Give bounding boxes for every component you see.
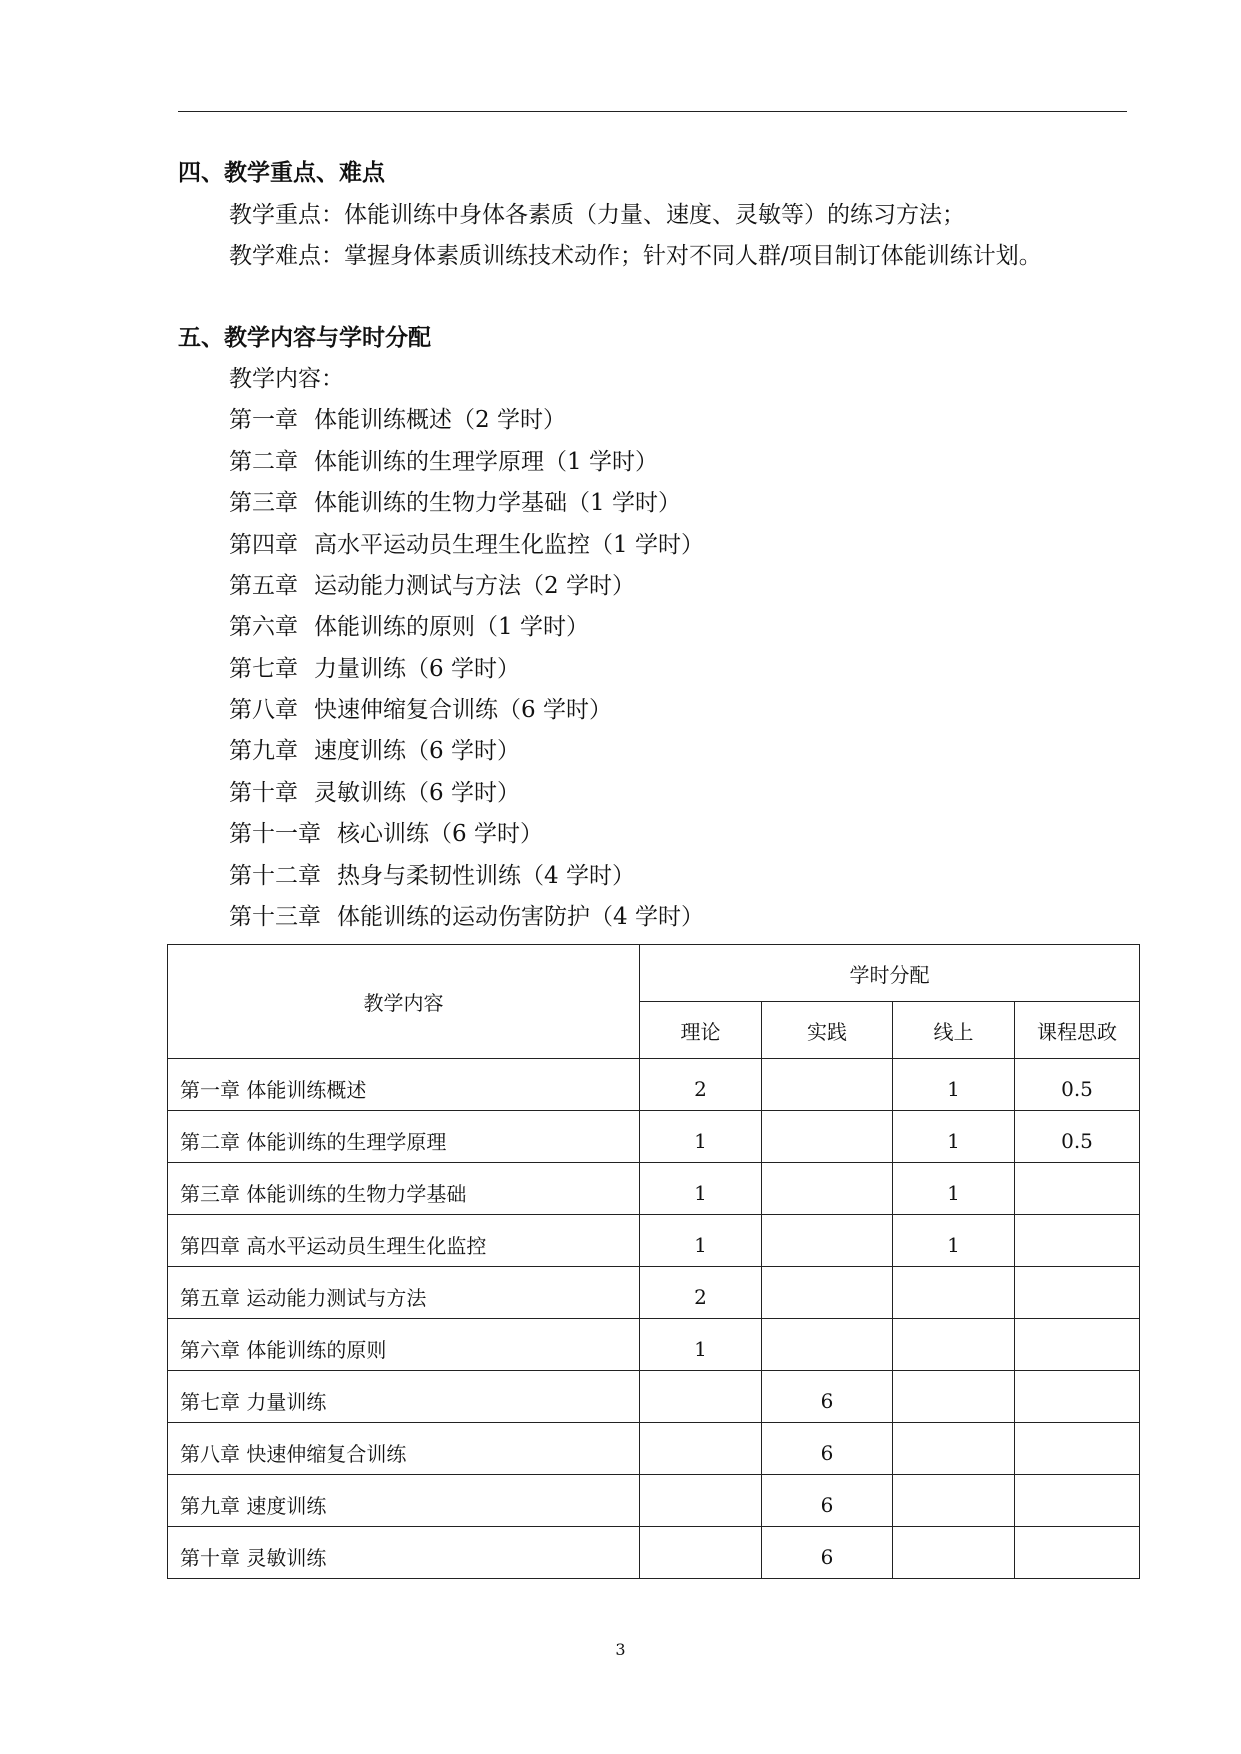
chapter-title: 力量训练（6 学时） xyxy=(314,656,520,682)
chapter-title: 快速伸缩复合训练（6 学时） xyxy=(314,697,612,723)
chapter-item xyxy=(229,736,520,766)
chapter-item xyxy=(229,861,635,891)
chapter-number: 第八章 xyxy=(229,697,298,723)
chapter-title: 体能训练概述（2 学时） xyxy=(314,407,566,433)
cell-theory xyxy=(640,1423,762,1475)
content-intro: 教学内容： xyxy=(229,366,344,392)
chapter-number: 第九章 xyxy=(229,738,298,764)
cell-online xyxy=(893,1267,1015,1319)
chapter-number: 第二章 xyxy=(229,449,298,475)
chapter-title: 运动能力测试与方法（2 学时） xyxy=(314,573,635,599)
cell-online: 1 xyxy=(893,1163,1015,1215)
key-points-text: 教学重点：体能训练中身体各素质（力量、速度、灵敏等）的练习方法； xyxy=(229,202,965,228)
cell-content: 第五章 运动能力测试与方法 xyxy=(168,1267,640,1319)
chapter-title: 灵敏训练（6 学时） xyxy=(314,780,520,806)
cell-online xyxy=(893,1475,1015,1527)
chapter-item xyxy=(229,612,589,642)
chapter-number: 第十二章 xyxy=(229,863,321,889)
header-hours-allocation: 学时分配 xyxy=(640,945,1140,1002)
cell-ideology xyxy=(1015,1163,1140,1215)
chapter-item xyxy=(229,902,704,932)
cell-content: 第六章 体能训练的原则 xyxy=(168,1319,640,1371)
chapter-number: 第十一章 xyxy=(229,821,321,847)
chapter-title: 高水平运动员生理生化监控（1 学时） xyxy=(314,532,704,558)
chapter-number: 第十章 xyxy=(229,780,298,806)
chapter-number: 第十三章 xyxy=(229,904,321,930)
chapter-number: 第六章 xyxy=(229,614,298,640)
cell-content: 第三章 体能训练的生物力学基础 xyxy=(168,1163,640,1215)
cell-theory xyxy=(640,1527,762,1579)
table-row xyxy=(168,1423,1140,1475)
header-ideology: 课程思政 xyxy=(1015,1002,1140,1059)
table-row xyxy=(168,1527,1140,1579)
cell-online xyxy=(893,1319,1015,1371)
cell-practice: 6 xyxy=(762,1423,893,1475)
header-teaching-content: 教学内容 xyxy=(168,945,640,1059)
chapter-title: 热身与柔韧性训练（4 学时） xyxy=(337,863,635,889)
chapter-item xyxy=(229,778,520,808)
cell-online xyxy=(893,1527,1015,1579)
cell-theory: 1 xyxy=(640,1319,762,1371)
section-4-heading: 四、教学重点、难点 xyxy=(178,159,385,186)
cell-content: 第十章 灵敏训练 xyxy=(168,1527,640,1579)
cell-practice xyxy=(762,1267,893,1319)
chapter-item xyxy=(229,819,543,849)
cell-online xyxy=(893,1371,1015,1423)
chapter-item xyxy=(229,530,704,560)
cell-practice: 6 xyxy=(762,1371,893,1423)
cell-content: 第八章 快速伸缩复合训练 xyxy=(168,1423,640,1475)
table-row xyxy=(168,1215,1140,1267)
chapter-number: 第七章 xyxy=(229,656,298,682)
cell-theory xyxy=(640,1371,762,1423)
cell-practice xyxy=(762,1215,893,1267)
chapter-item xyxy=(229,405,566,435)
chapter-item xyxy=(229,488,681,518)
cell-ideology xyxy=(1015,1267,1140,1319)
table-row xyxy=(168,1475,1140,1527)
chapter-item xyxy=(229,571,635,601)
difficulties-text: 教学难点：掌握身体素质训练技术动作；针对不同人群/项目制订体能训练计划。 xyxy=(229,243,1042,269)
cell-ideology: 0.5 xyxy=(1015,1111,1140,1163)
cell-theory xyxy=(640,1475,762,1527)
cell-theory: 1 xyxy=(640,1215,762,1267)
chapter-item xyxy=(229,447,658,477)
cell-content: 第一章 体能训练概述 xyxy=(168,1059,640,1111)
table-row xyxy=(168,1267,1140,1319)
page-number: 3 xyxy=(615,1640,626,1659)
cell-ideology xyxy=(1015,1527,1140,1579)
cell-content: 第二章 体能训练的生理学原理 xyxy=(168,1111,640,1163)
cell-practice xyxy=(762,1319,893,1371)
cell-online: 1 xyxy=(893,1111,1015,1163)
header-theory: 理论 xyxy=(640,1002,762,1059)
chapter-title: 体能训练的原则（1 学时） xyxy=(314,614,589,640)
cell-online: 1 xyxy=(893,1215,1015,1267)
chapter-title: 核心训练（6 学时） xyxy=(337,821,543,847)
cell-practice: 6 xyxy=(762,1527,893,1579)
table-row xyxy=(168,1059,1140,1111)
cell-ideology: 0.5 xyxy=(1015,1059,1140,1111)
cell-theory: 2 xyxy=(640,1267,762,1319)
hours-allocation-table xyxy=(167,944,1140,1579)
cell-practice xyxy=(762,1111,893,1163)
cell-content: 第四章 高水平运动员生理生化监控 xyxy=(168,1215,640,1267)
table-row xyxy=(168,1111,1140,1163)
chapter-number: 第五章 xyxy=(229,573,298,599)
cell-online xyxy=(893,1423,1015,1475)
cell-ideology xyxy=(1015,1319,1140,1371)
cell-online: 1 xyxy=(893,1059,1015,1111)
table-row xyxy=(168,1163,1140,1215)
cell-ideology xyxy=(1015,1475,1140,1527)
cell-theory: 2 xyxy=(640,1059,762,1111)
cell-practice xyxy=(762,1059,893,1111)
chapter-title: 体能训练的运动伤害防护（4 学时） xyxy=(337,904,704,930)
chapter-number: 第一章 xyxy=(229,407,298,433)
cell-theory: 1 xyxy=(640,1111,762,1163)
section-5-heading: 五、教学内容与学时分配 xyxy=(178,324,431,351)
chapter-title: 体能训练的生理学原理（1 学时） xyxy=(314,449,658,475)
table-row xyxy=(168,1371,1140,1423)
cell-ideology xyxy=(1015,1423,1140,1475)
cell-content: 第七章 力量训练 xyxy=(168,1371,640,1423)
cell-practice xyxy=(762,1163,893,1215)
cell-practice: 6 xyxy=(762,1475,893,1527)
header-rule xyxy=(178,111,1127,112)
chapter-title: 体能训练的生物力学基础（1 学时） xyxy=(314,490,681,516)
header-practice: 实践 xyxy=(762,1002,893,1059)
chapter-item xyxy=(229,695,612,725)
header-online: 线上 xyxy=(893,1002,1015,1059)
chapter-number: 第四章 xyxy=(229,532,298,558)
cell-content: 第九章 速度训练 xyxy=(168,1475,640,1527)
table-row xyxy=(168,1319,1140,1371)
chapter-number: 第三章 xyxy=(229,490,298,516)
cell-theory: 1 xyxy=(640,1163,762,1215)
cell-ideology xyxy=(1015,1371,1140,1423)
cell-ideology xyxy=(1015,1215,1140,1267)
chapter-item xyxy=(229,654,520,684)
chapter-title: 速度训练（6 学时） xyxy=(314,738,520,764)
